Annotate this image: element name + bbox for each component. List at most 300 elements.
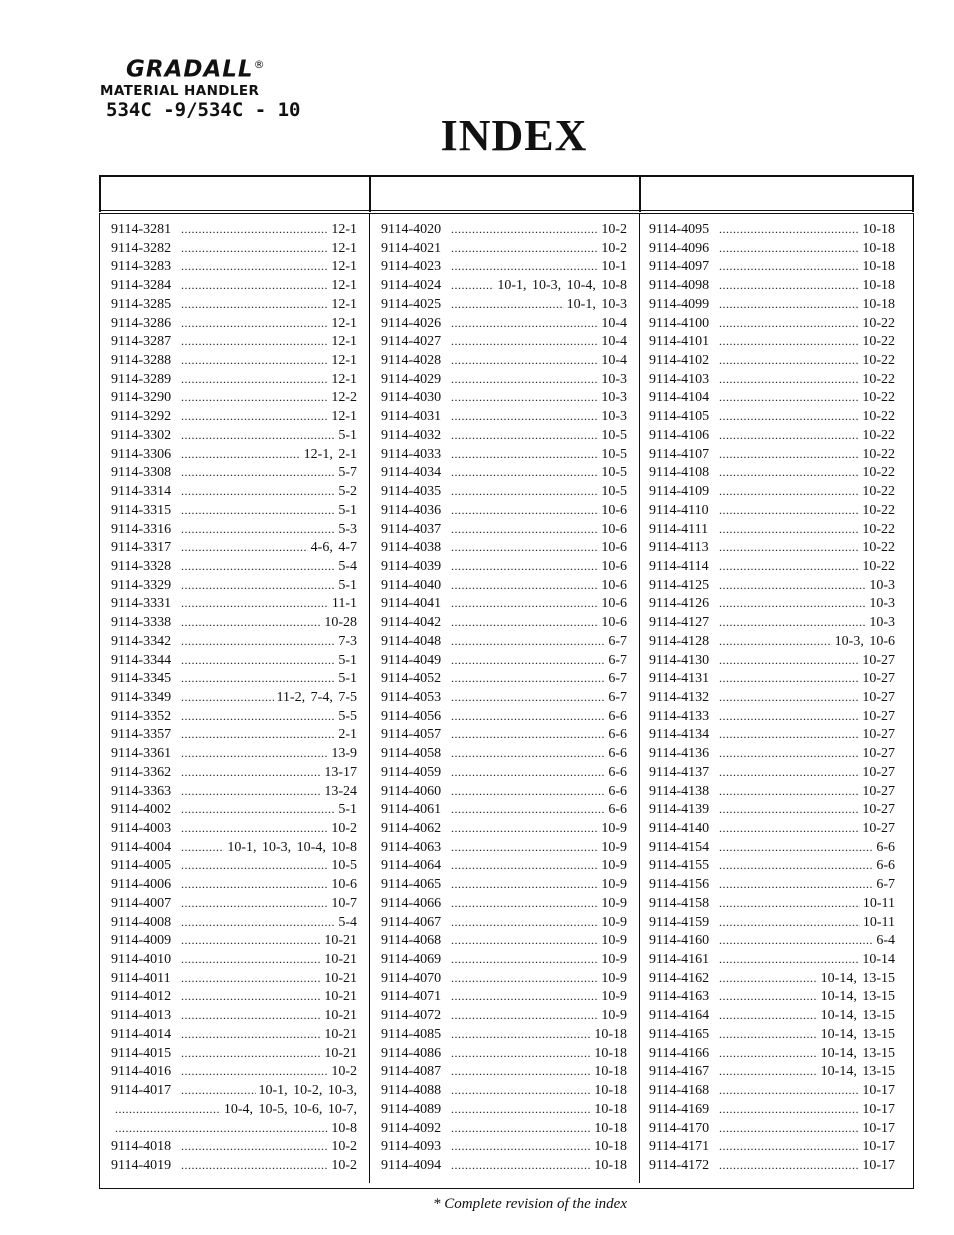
- index-entry: [381, 877, 627, 896]
- dot-leader: [181, 727, 335, 743]
- dot-leader: [719, 933, 873, 949]
- index-entry: [649, 1121, 895, 1140]
- page-references: 10-6: [601, 502, 627, 518]
- part-number: 9114-4005: [111, 858, 172, 874]
- index-entry: [381, 559, 627, 578]
- part-number: 9114-3283: [111, 259, 172, 275]
- index-entry: [381, 297, 627, 316]
- index-entry: [649, 671, 895, 690]
- page-references: 6-6: [608, 708, 627, 724]
- page-references: 10-6: [601, 540, 627, 556]
- page-references: 10-2: [331, 1139, 357, 1155]
- index-entry: [649, 1008, 895, 1027]
- part-number: 9114-3287: [111, 334, 172, 350]
- index-entry: [111, 933, 357, 952]
- dot-leader: [719, 278, 859, 294]
- dot-leader: [451, 353, 598, 369]
- index-entry: [111, 634, 357, 653]
- part-number: 9114-4087: [381, 1064, 442, 1080]
- page-references: 10-2: [331, 1064, 357, 1080]
- column-separator: [639, 213, 640, 1183]
- part-number: 9114-4013: [111, 1008, 172, 1024]
- dot-leader: [719, 222, 859, 238]
- dot-leader: [181, 1008, 321, 1024]
- index-column-1: [111, 222, 357, 1177]
- index-entry: [111, 278, 357, 297]
- part-number: 9114-4156: [649, 877, 710, 893]
- dot-leader: [719, 709, 859, 725]
- page-references: 10-4, 10-5, 10-6, 10-7,: [223, 1101, 357, 1117]
- index-entry: [381, 428, 627, 447]
- index-entry: [649, 316, 895, 335]
- part-number: 9114-4048: [381, 633, 442, 649]
- index-entry: [649, 559, 895, 578]
- part-number: 9114-4088: [381, 1083, 442, 1099]
- page-references: 6-4: [876, 933, 895, 949]
- index-entry: [381, 634, 627, 653]
- page-references: 10-18: [862, 259, 895, 275]
- dot-leader: [181, 634, 335, 650]
- index-entry: [649, 653, 895, 672]
- dot-leader: [451, 1139, 591, 1155]
- dot-leader: [451, 578, 598, 594]
- dot-leader: [451, 465, 598, 481]
- page-references: 10-22: [862, 484, 895, 500]
- part-number: 9114-4017: [111, 1083, 172, 1099]
- part-number: 9114-4029: [381, 371, 442, 387]
- dot-leader: [451, 671, 605, 687]
- index-entry: [381, 522, 627, 541]
- dot-leader: [181, 372, 328, 388]
- index-entry: [381, 484, 627, 503]
- index-entry: [381, 447, 627, 466]
- part-number: 9114-4155: [649, 858, 710, 874]
- dot-leader: [719, 784, 859, 800]
- index-entry: [111, 896, 357, 915]
- page-references: 10-1, 10-3: [566, 296, 627, 312]
- dot-leader: [181, 1083, 256, 1099]
- page-references: 10-2: [601, 222, 627, 237]
- dot-leader: [451, 709, 605, 725]
- page-references: 10-2: [601, 240, 627, 256]
- part-number: 9114-4019: [111, 1157, 172, 1173]
- page-references: 10-6: [601, 596, 627, 612]
- page-references: 5-2: [338, 484, 357, 500]
- index-entry: [649, 503, 895, 522]
- part-number: 9114-4092: [381, 1120, 442, 1136]
- part-number: 9114-4085: [381, 1026, 442, 1042]
- dot-leader: [451, 802, 605, 818]
- part-number: 9114-4128: [649, 633, 710, 649]
- index-entry: [111, 559, 357, 578]
- dot-leader: [719, 334, 859, 350]
- page-references: 10-22: [862, 446, 895, 462]
- page-references: 10-21: [324, 933, 357, 949]
- part-number: 9114-4009: [111, 933, 172, 949]
- part-number: 9114-4113: [649, 540, 709, 556]
- dot-leader: [719, 596, 866, 612]
- dot-leader: [181, 840, 224, 856]
- index-entry: [381, 334, 627, 353]
- page-references: 11-2, 7-4, 7-5: [276, 689, 357, 705]
- dot-leader: [719, 746, 859, 762]
- page-references: 13-17: [324, 764, 357, 780]
- dot-leader: [181, 503, 335, 519]
- index-entry: [381, 989, 627, 1008]
- page-references: 10-1, 10-3, 10-4, 10-8: [497, 278, 627, 294]
- part-number: 9114-4167: [649, 1064, 710, 1080]
- page-references: 10-3: [601, 371, 627, 387]
- part-number: 9114-3308: [111, 465, 172, 481]
- page-references: 5-1: [338, 671, 357, 687]
- page-references: 10-27: [862, 652, 895, 668]
- page-references: 10-22: [862, 315, 895, 331]
- part-number: 9114-4059: [381, 764, 442, 780]
- part-number: 9114-4168: [649, 1083, 710, 1099]
- part-number: 9114-4018: [111, 1139, 172, 1155]
- dot-leader: [719, 634, 832, 650]
- dot-leader: [719, 877, 873, 893]
- index-entry: [649, 1046, 895, 1065]
- page-references: 13-24: [324, 783, 357, 799]
- index-entry: [381, 372, 627, 391]
- dot-leader: [181, 316, 328, 332]
- page-references: 7-3: [338, 633, 357, 649]
- header-rule: [99, 210, 914, 211]
- part-number: 9114-3289: [111, 371, 172, 387]
- part-number: 9114-4099: [649, 296, 710, 312]
- page-references: 10-3: [869, 596, 895, 612]
- part-number: 9114-4026: [381, 315, 442, 331]
- part-number: 9114-3290: [111, 390, 172, 406]
- index-entry: [381, 709, 627, 728]
- page-references: 10-18: [862, 240, 895, 256]
- dot-leader: [719, 559, 859, 575]
- page-references: 10-17: [862, 1139, 895, 1155]
- index-entry: [381, 540, 627, 559]
- index-entry: [381, 241, 627, 260]
- part-number: 9114-3357: [111, 727, 172, 743]
- part-number: 9114-4061: [381, 802, 442, 818]
- dot-leader: [451, 278, 494, 294]
- part-number: 9114-3282: [111, 240, 172, 256]
- header-separator: [639, 177, 641, 212]
- page-references: 12-1: [331, 353, 357, 369]
- dot-leader: [181, 465, 335, 481]
- page-references: 10-2: [331, 821, 357, 836]
- page-references: 10-28: [324, 615, 357, 631]
- dot-leader: [719, 915, 860, 931]
- dot-leader: [181, 896, 328, 912]
- page-references: 10-9: [601, 914, 627, 930]
- part-number: 9114-4140: [649, 821, 710, 836]
- dot-leader: [719, 989, 818, 1005]
- index-entry: [111, 952, 357, 971]
- index-entry: [649, 709, 895, 728]
- page-references: 10-6: [601, 558, 627, 574]
- dot-leader: [181, 222, 328, 238]
- page-references: 12-1, 2-1: [303, 446, 357, 462]
- part-number: 9114-4104: [649, 390, 710, 406]
- dot-leader: [181, 952, 321, 968]
- index-entry: [111, 465, 357, 484]
- page-references: 10-3: [869, 577, 895, 593]
- page-references: 10-22: [862, 427, 895, 443]
- page-references: 5-7: [338, 465, 357, 481]
- page-references: 10-17: [862, 1120, 895, 1136]
- page-references: 12-1: [331, 259, 357, 275]
- dot-leader: [451, 222, 598, 238]
- part-number: 9114-3284: [111, 278, 172, 294]
- page-references: 10-22: [862, 465, 895, 481]
- footnote: * Complete revision of the index: [433, 1196, 627, 1212]
- dot-leader: [451, 690, 605, 706]
- index-entry: [649, 821, 895, 840]
- index-entry: [111, 428, 357, 447]
- index-entry: [111, 241, 357, 260]
- dot-leader: [451, 447, 598, 463]
- part-number: 9114-4015: [111, 1045, 172, 1061]
- index-entry: [111, 802, 357, 821]
- part-number: 9114-3342: [111, 633, 172, 649]
- part-number: 9114-4154: [649, 839, 710, 855]
- index-entry: [111, 1027, 357, 1046]
- index-entry: [649, 447, 895, 466]
- index-entry: [649, 840, 895, 859]
- dot-leader: [451, 540, 598, 556]
- dot-leader: [181, 709, 335, 725]
- part-number: 9114-4098: [649, 278, 710, 294]
- part-number: 9114-4071: [381, 989, 442, 1005]
- page-references: 12-1: [331, 334, 357, 350]
- page-references: 10-27: [862, 802, 895, 818]
- page-references: 10-27: [862, 764, 895, 780]
- dot-leader: [181, 1158, 328, 1174]
- part-number: 9114-4007: [111, 895, 172, 911]
- dot-leader: [719, 952, 859, 968]
- index-entry: [381, 933, 627, 952]
- page-references: 6-6: [608, 783, 627, 799]
- page-references: 6-6: [608, 746, 627, 762]
- part-number: 9114-4160: [649, 933, 710, 949]
- logo-subtitle: MATERIAL HANDLER: [100, 82, 260, 99]
- part-number: 9114-4066: [381, 895, 442, 911]
- page-references: 12-1: [331, 296, 357, 312]
- index-entry: [649, 784, 895, 803]
- index-entry: [111, 1064, 357, 1083]
- part-number: 9114-4011: [111, 970, 171, 986]
- dot-leader: [181, 540, 308, 556]
- page-references: 10-18: [594, 1045, 627, 1061]
- page-references: 10-4: [601, 353, 627, 369]
- page-references: 10-27: [862, 671, 895, 687]
- index-entry: [111, 259, 357, 278]
- part-number: 9114-4133: [649, 708, 710, 724]
- page-references: 10-1, 10-2, 10-3,: [258, 1083, 357, 1099]
- part-number: 9114-4162: [649, 970, 710, 986]
- part-number: 9114-4138: [649, 783, 710, 799]
- page-references: 10-27: [862, 708, 895, 724]
- dot-leader: [181, 259, 328, 275]
- page-references: 10-22: [862, 390, 895, 406]
- dot-leader: [719, 1064, 818, 1080]
- dot-leader: [451, 653, 605, 669]
- index-entry: [649, 1158, 895, 1177]
- dot-leader: [719, 390, 859, 406]
- index-entry: [649, 802, 895, 821]
- dot-leader: [451, 765, 605, 781]
- part-number: 9114-4136: [649, 746, 710, 762]
- part-number: 9114-3328: [111, 558, 172, 574]
- dot-leader: [181, 334, 328, 350]
- part-number: 9114-4163: [649, 989, 710, 1005]
- part-number: 9114-4159: [649, 914, 710, 930]
- dot-leader: [719, 297, 859, 313]
- part-number: 9114-3361: [111, 746, 172, 762]
- dot-leader: [451, 316, 598, 332]
- index-entry: [381, 896, 627, 915]
- part-number: 9114-4072: [381, 1008, 442, 1024]
- part-number: 9114-4040: [381, 577, 442, 593]
- part-number: 9114-4134: [649, 727, 710, 743]
- part-number: 9114-3363: [111, 783, 172, 799]
- dot-leader: [719, 896, 860, 912]
- part-number: 9114-4033: [381, 446, 442, 462]
- part-number: 9114-4035: [381, 484, 442, 500]
- page-references: 10-27: [862, 746, 895, 762]
- index-entry: [111, 540, 357, 559]
- page-references: 10-9: [601, 989, 627, 1005]
- page-references: 10-18: [594, 1157, 627, 1173]
- index-entry: [381, 503, 627, 522]
- part-number: 9114-4103: [649, 371, 710, 387]
- part-number: 9114-4109: [649, 484, 710, 500]
- index-entry: [381, 1008, 627, 1027]
- part-number: 9114-4172: [649, 1157, 710, 1173]
- index-entry: [111, 821, 357, 840]
- index-entry: [649, 1083, 895, 1102]
- page-references: 10-6: [331, 877, 357, 893]
- page-references: 10-18: [594, 1120, 627, 1136]
- page-references: 5-5: [338, 708, 357, 724]
- part-number: 9114-4002: [111, 802, 172, 818]
- dot-leader: [451, 409, 598, 425]
- dot-leader: [451, 821, 598, 837]
- index-entry: [649, 971, 895, 990]
- index-entry: [649, 1139, 895, 1158]
- index-entry: [111, 503, 357, 522]
- page-references: 6-7: [608, 689, 627, 705]
- part-number: 9114-4030: [381, 390, 442, 406]
- index-entry: [649, 465, 895, 484]
- page-references: 10-14, 13-15: [820, 1008, 895, 1024]
- dot-leader: [181, 989, 321, 1005]
- index-entry: [381, 765, 627, 784]
- page-references: 10-22: [862, 409, 895, 425]
- dot-leader: [451, 877, 598, 893]
- dot-leader: [181, 559, 335, 575]
- dot-leader: [719, 971, 818, 987]
- part-number: 9114-4020: [381, 222, 442, 237]
- part-number: 9114-4093: [381, 1139, 442, 1155]
- dot-leader: [719, 690, 859, 706]
- index-entry: [381, 222, 627, 241]
- page-references: 10-22: [862, 540, 895, 556]
- page-references: 10-14, 13-15: [820, 1026, 895, 1042]
- page-references: 10-8: [331, 1120, 357, 1136]
- dot-leader: [719, 465, 859, 481]
- part-number: 9114-3352: [111, 708, 172, 724]
- index-entry: [649, 615, 895, 634]
- part-number: 9114-4095: [649, 222, 710, 237]
- dot-leader: [719, 671, 859, 687]
- index-entry: [111, 297, 357, 316]
- dot-leader: [451, 241, 598, 257]
- index-entry: [111, 353, 357, 372]
- page-references: 12-1: [331, 371, 357, 387]
- dot-leader: [451, 334, 598, 350]
- index-entry: [649, 952, 895, 971]
- index-entry: [649, 727, 895, 746]
- index-entry: [111, 746, 357, 765]
- index-entry: [111, 784, 357, 803]
- part-number: 9114-4023: [381, 259, 442, 275]
- index-entry: [111, 1158, 357, 1177]
- page-references: 10-22: [862, 521, 895, 537]
- part-number: 9114-3302: [111, 427, 172, 443]
- index-entry: [381, 1121, 627, 1140]
- dot-leader: [719, 372, 859, 388]
- page-references: 6-7: [608, 671, 627, 687]
- page-references: 10-3: [601, 409, 627, 425]
- index-entry: [381, 802, 627, 821]
- index-entry: [381, 615, 627, 634]
- registered-mark: ®: [253, 58, 266, 71]
- index-entry: [111, 653, 357, 672]
- index-entry: [381, 1158, 627, 1177]
- index-entry: [381, 1083, 627, 1102]
- page-references: 10-18: [862, 278, 895, 294]
- dot-leader: [451, 784, 605, 800]
- part-number: 9114-4125: [649, 577, 710, 593]
- part-number: 9114-4008: [111, 914, 172, 930]
- index-entry: [381, 971, 627, 990]
- dot-leader: [719, 1139, 859, 1155]
- index-entry: [381, 1139, 627, 1158]
- page-references: 6-6: [608, 764, 627, 780]
- page-references: 10-5: [601, 484, 627, 500]
- part-number: 9114-4102: [649, 353, 710, 369]
- dot-leader: [451, 428, 598, 444]
- index-entry: [111, 1139, 357, 1158]
- part-number: 9114-4166: [649, 1045, 710, 1061]
- index-entry: [381, 746, 627, 765]
- index-entry: [111, 971, 357, 990]
- dot-leader: [181, 447, 301, 463]
- part-number: 9114-4049: [381, 652, 442, 668]
- part-number: 9114-3345: [111, 671, 172, 687]
- dot-leader: [451, 1027, 591, 1043]
- part-number: 9114-4089: [381, 1101, 442, 1117]
- part-number: 9114-4069: [381, 952, 442, 968]
- dot-leader: [181, 877, 328, 893]
- page-references: 5-1: [338, 802, 357, 818]
- page-references: 10-7: [331, 895, 357, 911]
- dot-leader: [181, 353, 328, 369]
- part-number: 9114-4127: [649, 615, 710, 631]
- page-references: 6-6: [608, 727, 627, 743]
- dot-leader: [181, 915, 335, 931]
